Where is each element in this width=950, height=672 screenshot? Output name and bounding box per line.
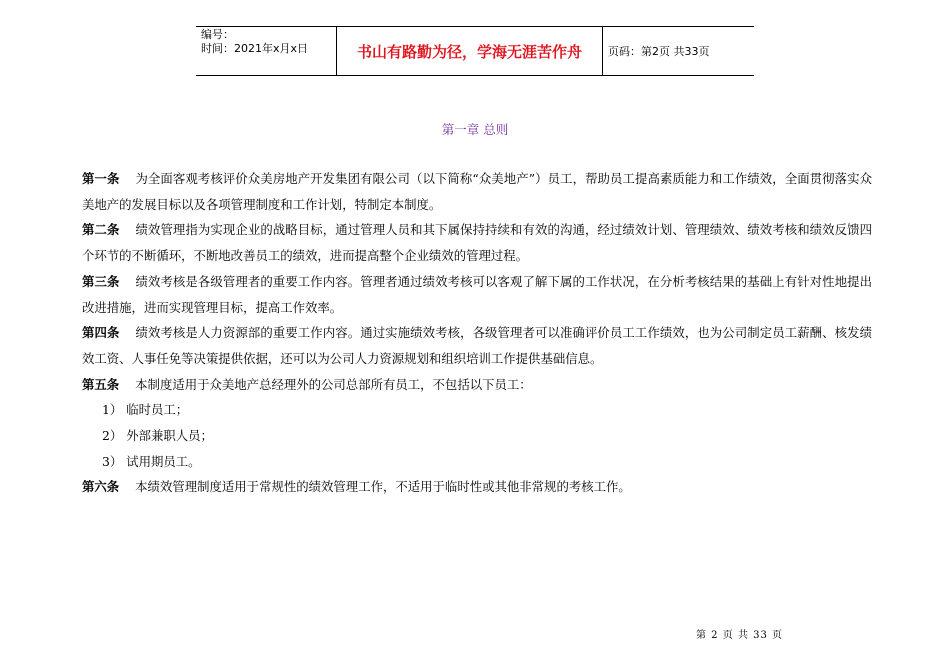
header-page-number: 页码：第2页 共33页 [608,45,710,58]
header-motto: 书山有路勤为径，学海无涯苦作舟 [337,27,603,75]
document-code-label: 编号： [201,28,234,41]
document-body [82,166,872,500]
article-number: 第三条 [82,273,120,289]
article-text: 绩效考核是各级管理者的重要工作内容。管理者通过绩效考核可以客观了解下属的工作状况，在分析考核结果的基础上有针对性地提出改进措施，进而实现管理目标，提高工作效率。 [82,273,873,315]
article-1 [82,166,872,217]
article-text: 绩效考核是人力资源部的重要工作内容。通过实施绩效考核，各级管理者可以准确评价员工工作绩效，也为公司制定员工薪酬、核发绩效工资、人事任免等决策提供依据，还可以为公司人力资源规划和组织培训工作提供基础信息。 [82,325,873,366]
document-header [196,26,754,76]
article-6 [82,474,872,500]
article-text: 绩效管理指为实现企业的战略目标，通过管理人员和其下属保持持续和有效的沟通，经过绩效计划、管理绩效、绩效考核和绩效反馈四个环节的不断循环，不断地改善员工的绩效，进而提高整个企业绩效的管理过程。 [82,222,873,264]
document-time-label: 时间：2021年x月x日 [201,42,309,55]
exclusion-item: 2） 外部兼职人员； [102,428,213,444]
article-text: 本制度适用于众美地产总经理外的公司总部所有员工，不包括以下员工： [135,376,532,392]
article-text: 本绩效管理制度适用于常规性的绩效管理工作，不适用于临时性或其他非常规的考核工作。 [135,479,631,495]
article-4 [82,320,872,371]
article-number: 第二条 [82,222,120,238]
article-text: 为全面客观考核评价众美房地产开发集团有限公司（以下简称“众美地产”）员工，帮助员工提高素质能力和工作绩效，全面贯彻落实众美地产的发展目标以及各项管理制度和工作计划，特制定本制度。 [82,171,873,212]
exclusion-item: 1） 临时员工； [102,402,189,418]
header-meta [196,27,337,75]
article-number: 第五条 [82,376,120,392]
page-footer: 第 2 页 共 33 页 [696,630,783,641]
exclusion-item: 3） 试用期员工。 [102,453,201,469]
article-3 [82,269,872,320]
article-number: 第四条 [82,325,120,341]
article-number: 第一条 [82,171,120,186]
article-number: 第六条 [82,479,120,495]
article-2 [82,217,872,268]
chapter-title: 第一章 总则 [441,122,509,137]
article-5 [82,372,872,398]
